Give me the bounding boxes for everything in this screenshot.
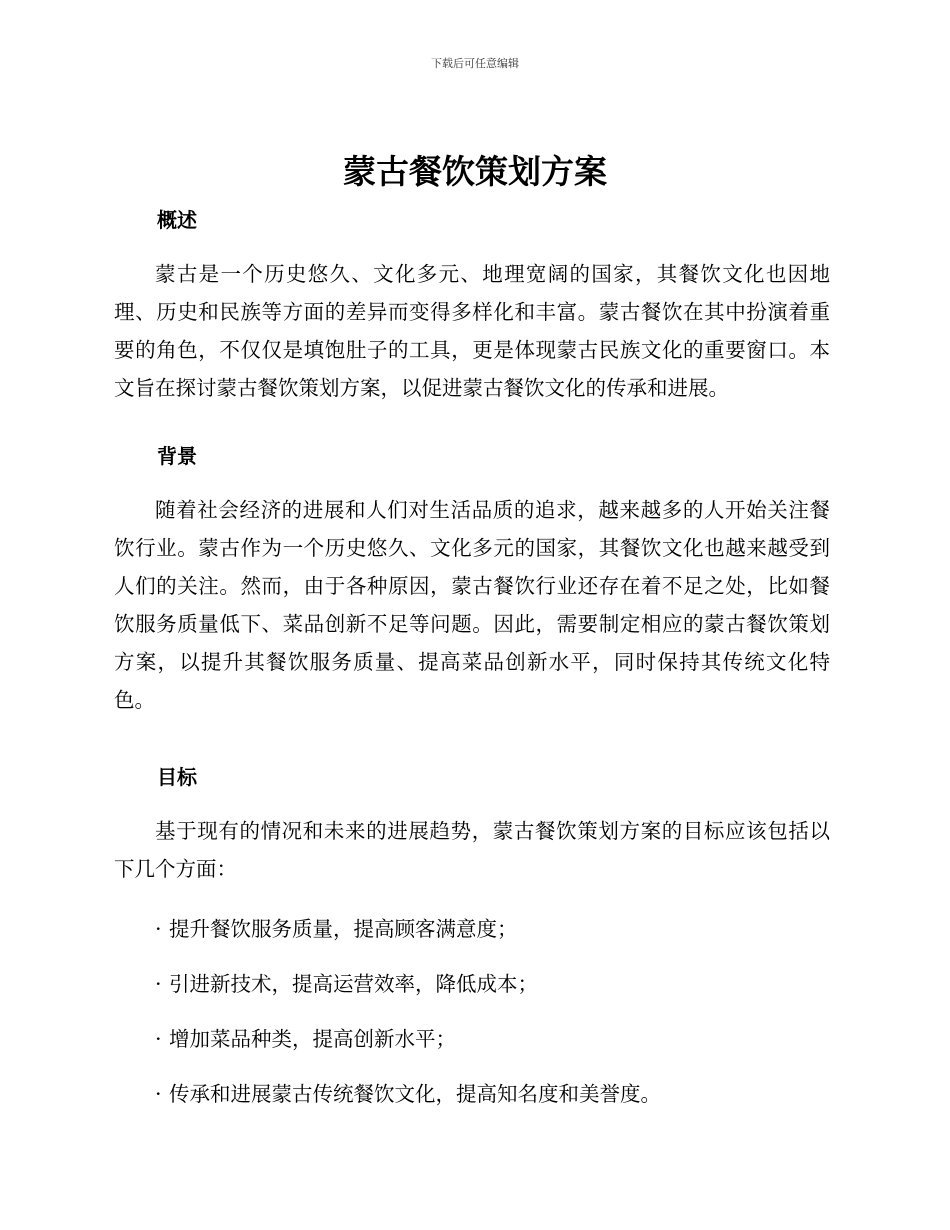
section-heading-goals: 目标 (157, 765, 197, 789)
section-paragraph-background: 随着社会经济的进展和人们对生活品质的追求，越来越多的人开始关注餐饮行业。蒙古作为一个历史悠久、文化多元的国家，其餐饮文化也越来越受到人们的关注。然而，由于各种原因，蒙古餐饮行业还存在着不足之处，比如餐饮服务质量低下、菜品创新不足等问题。因此，需要制定相应的蒙古餐饮策划方案，以提升其餐饮服务质量、提高菜品创新水平，同时保持其传统文化特色。 (114, 498, 830, 712)
bullet-marker: · (155, 972, 162, 996)
section-heading-overview: 概述 (157, 208, 197, 232)
section-paragraph-overview: 蒙古是一个历史悠久、文化多元、地理宽阔的国家，其餐饮文化也因地理、历史和民族等方面的差异而变得多样化和丰富。蒙古餐饮在其中扮演着重要的角色，不仅仅是填饱肚子的工具，更是体现蒙古民族文化的重要窗口。本文旨在探讨蒙古餐饮策划方案，以促进蒙古餐饮文化的传承和进展。 (114, 262, 830, 400)
goal-text: 引进新技术，提高运营效率，降低成本； (169, 972, 538, 996)
goal-text: 提升餐饮服务质量，提高顾客满意度； (169, 917, 518, 941)
header-note: 下载后可任意编辑 (431, 57, 519, 70)
section-paragraph-goals: 基于现有的情况和未来的进展趋势，蒙古餐饮策划方案的目标应该包括以下几个方面： (114, 819, 830, 881)
bullet-marker: · (155, 917, 162, 941)
bullet-marker: · (155, 1082, 162, 1106)
bullet-marker: · (155, 1027, 162, 1051)
section-heading-background: 背景 (157, 444, 197, 468)
goal-list-item (155, 1079, 661, 1109)
document-title: 蒙古餐饮策划方案 (343, 152, 607, 191)
goal-text: 传承和进展蒙古传统餐饮文化，提高知名度和美誉度。 (169, 1082, 661, 1106)
goal-list-item (155, 914, 518, 944)
goal-text: 增加菜品种类，提高创新水平； (169, 1027, 456, 1051)
goal-list-item (155, 969, 538, 999)
goal-list-item (155, 1024, 456, 1054)
